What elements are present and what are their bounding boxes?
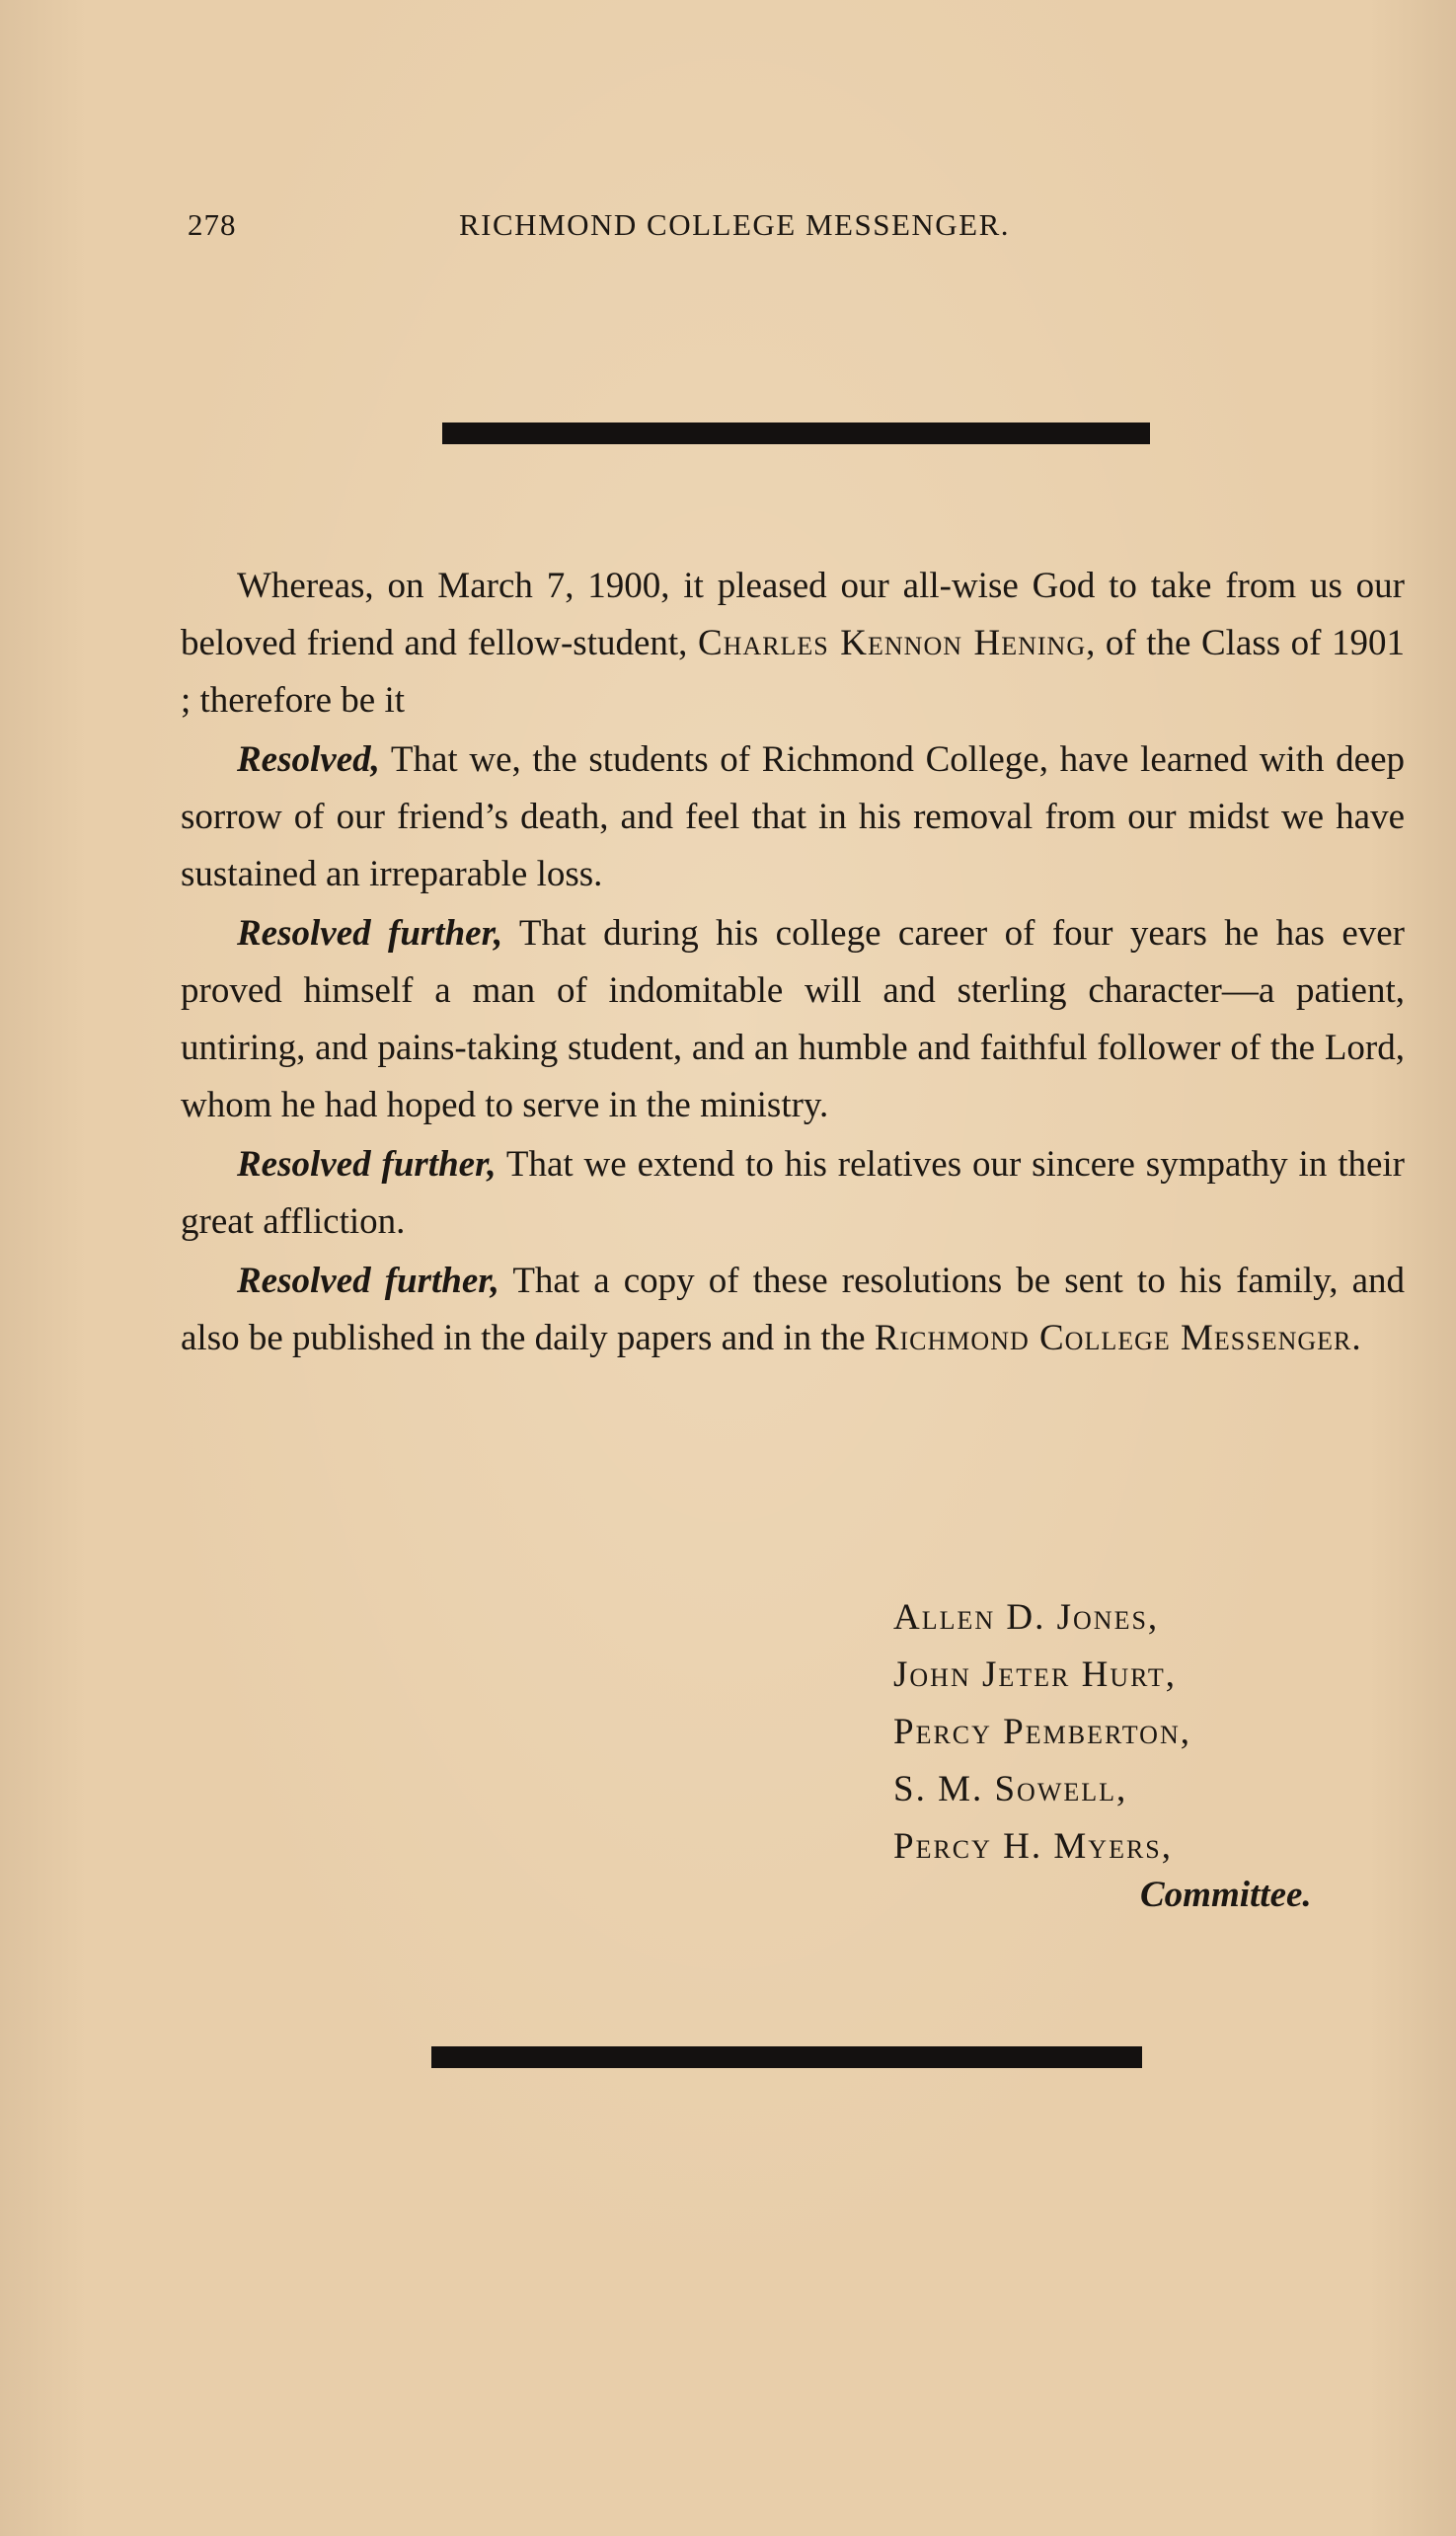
resolved-paragraph-3 <box>181 1136 1405 1251</box>
resolved-lead-1: Resolved, <box>237 739 380 780</box>
page-number: 278 <box>188 207 237 242</box>
whereas-paragraph <box>181 558 1405 730</box>
resolved-text-3: That we extend to his relatives our sincere sympathy in their great affliction. <box>181 1144 1405 1242</box>
resolved-lead-2: Resolved further, <box>237 913 503 954</box>
running-head: RICHMOND COLLEGE MESSENGER. <box>459 207 1011 242</box>
resolved-text-4b: . <box>1351 1318 1361 1358</box>
publication-name: Richmond College Messenger <box>874 1318 1352 1358</box>
resolved-paragraph-2 <box>181 905 1405 1134</box>
top-rule <box>442 423 1150 444</box>
signer: John Jeter Hurt, <box>893 1654 1178 1695</box>
resolved-paragraph-4 <box>181 1253 1405 1367</box>
signers-list <box>893 1589 1191 1876</box>
resolved-lead-3: Resolved further, <box>237 1144 497 1185</box>
committee-label: Committee. <box>1140 1875 1312 1915</box>
resolved-paragraph-1 <box>181 731 1405 903</box>
resolved-text-1: That we, the students of Richmond College, have learned with deep sorrow of our friend’s death, and feel that in his removal from our midst we have sustained an irreparable loss. <box>181 739 1405 894</box>
resolved-text-4a: That a copy of these resolutions be sent to his family, and also be published in the daily papers and in the <box>181 1261 1405 1358</box>
resolved-lead-4: Resolved further, <box>237 1261 499 1301</box>
resolution-body <box>181 558 1405 1369</box>
whereas-text-1: Whereas, on March 7, 1900, it pleased our all-wise God to take from us our beloved friend and fellow-student, <box>181 566 1405 663</box>
resolved-text-2: That during his college career of four years he has ever proved himself a man of indomitable will and sterling character—a patient, untiring, and pains-taking student, and an humble and faithful follower of the Lord, whom he had hoped to serve in the ministry. <box>181 913 1405 1125</box>
deceased-name: Charles Kennon Hening <box>697 623 1087 663</box>
signer: Percy H. Myers, <box>893 1826 1173 1867</box>
signer: Allen D. Jones, <box>893 1597 1160 1638</box>
page-header <box>188 207 1145 247</box>
signer: Percy Pemberton, <box>893 1712 1191 1752</box>
bottom-rule <box>431 2046 1142 2068</box>
signer: S. M. Sowell, <box>893 1769 1128 1809</box>
whereas-text-2: , of the Class of 1901 ; therefore be it <box>181 623 1405 721</box>
